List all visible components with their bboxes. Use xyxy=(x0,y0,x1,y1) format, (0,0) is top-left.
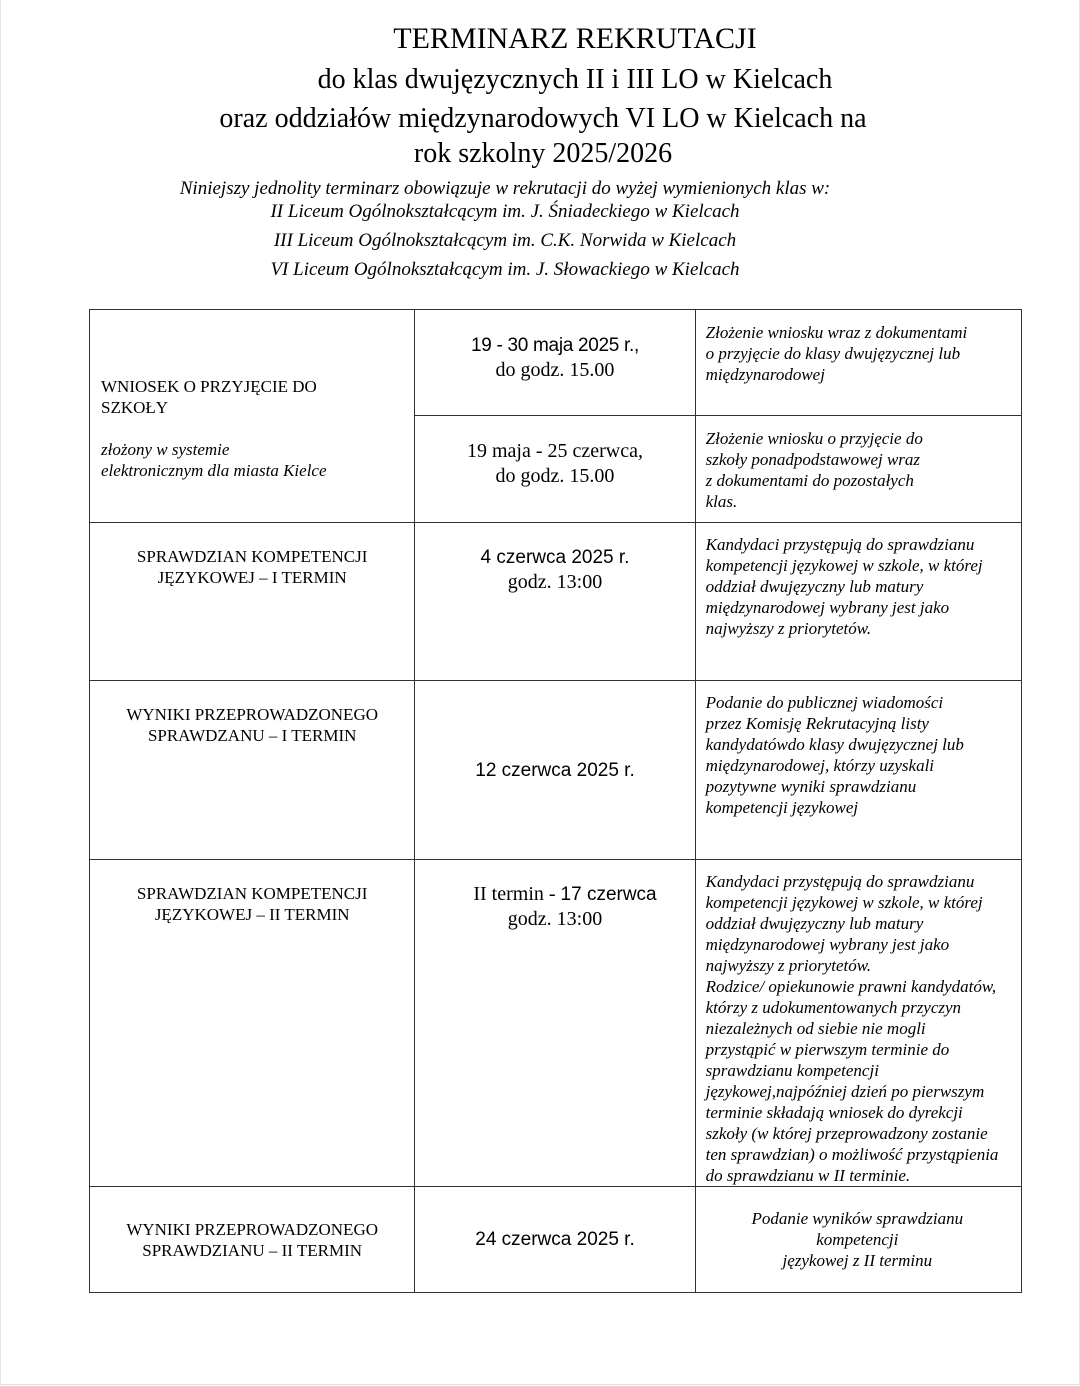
cell-description xyxy=(695,1187,1021,1293)
label-line: SZKOŁY xyxy=(101,398,169,417)
cell-date xyxy=(415,681,695,860)
desc-line: sprawdzianu kompetencji xyxy=(705,1061,879,1080)
desc-line: kompetencji językowej xyxy=(705,798,859,817)
desc-emphasis: najwyższy z priorytetów. xyxy=(705,956,872,975)
date-line: do godz. 15.00 xyxy=(495,359,615,381)
desc-emphasis: międzynarodowej xyxy=(705,756,825,775)
desc-emphasis: najwyższy z priorytetów. xyxy=(705,619,872,638)
label-line: WYNIKI PRZEPROWADZONEGO xyxy=(126,1219,378,1239)
table-row xyxy=(90,681,1022,860)
desc-emphasis: do klasy dwujęzycznej lub xyxy=(787,735,964,754)
desc-emphasis: klas. xyxy=(705,492,738,511)
label-line: JĘZYKOWEJ – I TERMIN xyxy=(157,568,347,587)
desc-emphasis: międzynarodowej xyxy=(705,365,825,384)
school-name-vi-lo: VI Liceum Ogólnokształcącym im. J. Słowackiego w Kielcach xyxy=(270,259,740,280)
date-line: godz. 13:00 xyxy=(507,908,603,930)
desc-line: Podanie wyników sprawdzianu xyxy=(751,1209,964,1228)
desc-line: przez Komisję Rekrutacyjną listy xyxy=(705,714,929,733)
document-title: TERMINARZ REKRUTACJI xyxy=(393,22,757,55)
document-subtitle-line-2: oraz oddziałów międzynarodowych VI LO w Kielcach na xyxy=(219,103,867,134)
desc-line: szkoły (w której przeprowadzony zostanie xyxy=(705,1124,988,1143)
desc-emphasis: w szkole, w której xyxy=(862,556,983,575)
date-line: 19 maja - 25 czerwca, xyxy=(466,440,643,462)
cell-application-label xyxy=(90,310,415,523)
label-line: SPRAWDZANU – I TERMIN xyxy=(147,726,357,745)
school-name-ii-lo: II Liceum Ogólnokształcącym im. J. Śniadeckiego w Kielcach xyxy=(270,201,740,222)
document-subtitle-line-1: do klas dwujęzycznych II i III LO w Kielcach xyxy=(317,64,833,95)
label-line: złożony w systemie xyxy=(101,440,230,459)
school-name-iii-lo: III Liceum Ogólnokształcącym im. C.K. Norwida w Kielcach xyxy=(273,230,737,251)
desc-line: którzy z udokumentowanych przyczyn xyxy=(705,998,962,1017)
desc-emphasis: w szkole, w której xyxy=(862,893,983,912)
date-line: II termin - xyxy=(473,883,561,905)
desc-line: kompetencji językowej xyxy=(705,893,863,912)
date-line: godz. 13:00 xyxy=(507,571,603,593)
cell-date xyxy=(415,416,695,523)
desc-emphasis: pozostałych xyxy=(833,471,914,490)
label-line: WYNIKI PRZEPROWADZONEGO xyxy=(126,705,378,724)
desc-line: Złożenie wniosku wraz z dokumentami xyxy=(705,323,968,342)
cell-date xyxy=(415,860,695,1187)
desc-line: językowej z II terminu xyxy=(782,1251,933,1270)
cell-description xyxy=(695,681,1021,860)
desc-emphasis: międzynarodowej wybrany jest jako xyxy=(705,598,950,617)
desc-line: pozytywne wyniki sprawdzianu xyxy=(705,777,917,796)
intro-text: Niniejszy jednolity terminarz obowiązuje w rekrutacji do wyżej wymienionych klas w: xyxy=(179,178,831,199)
table-row xyxy=(90,1187,1022,1293)
desc-line: kandydatów xyxy=(705,735,788,754)
label-line: SPRAWDZIAN KOMPETENCJI xyxy=(136,547,368,566)
date-line: 12 czerwca 2025 r. xyxy=(475,759,635,781)
desc-line: niezależnych od siebie nie mogli xyxy=(705,1019,926,1038)
desc-line: Rodzice/ opiekunowie prawni kandydatów, xyxy=(705,977,997,996)
label-line: JĘZYKOWEJ – xyxy=(154,905,270,924)
cell-test-2-label xyxy=(90,860,415,1187)
document-subtitle-line-3: rok szkolny 2025/2026 xyxy=(413,138,673,169)
cell-results-1-label xyxy=(90,681,415,860)
desc-line: Podanie do publicznej wiadomości xyxy=(705,693,944,712)
date-line: 24 czerwca 2025 r. xyxy=(475,1229,635,1250)
desc-line: ten sprawdzian) o możliwość przystąpienia xyxy=(705,1145,999,1164)
desc-line: Złożenie wniosku o przyjęcie do xyxy=(705,429,923,448)
desc-emphasis: międzynarodowej wybrany jest jako xyxy=(705,935,950,954)
desc-line: kompetencji językowej xyxy=(705,556,863,575)
desc-emphasis: oddział dwujęzyczny lub matury xyxy=(705,914,924,933)
cell-date xyxy=(415,310,695,416)
desc-line: o przyjęcie do xyxy=(705,344,806,363)
desc-line: terminie składają wniosek do dyrekcji xyxy=(705,1103,963,1122)
desc-line: szkoły ponadpodstawowej wraz xyxy=(705,450,921,469)
table-row xyxy=(90,523,1022,681)
cell-description xyxy=(695,860,1021,1187)
desc-emphasis: klasy dwujęzycznej lub xyxy=(805,344,961,363)
label-line: SPRAWDZIANU – xyxy=(142,1240,282,1260)
cell-date xyxy=(415,523,695,681)
label-line: elektronicznym dla miasta Kielce xyxy=(101,461,327,480)
cell-description xyxy=(695,523,1021,681)
desc-line: językowej,najpóźniej dzień po pierwszym xyxy=(705,1082,985,1101)
table-row xyxy=(90,860,1022,1187)
cell-results-2-label xyxy=(90,1187,415,1293)
label-emphasis: II TERMIN xyxy=(281,1240,363,1260)
desc-line: , którzy uzyskali xyxy=(824,756,935,775)
cell-description xyxy=(695,310,1021,416)
date-line: 19 - 30 maja 2025 r., xyxy=(471,335,639,356)
label-line: SPRAWDZIAN KOMPETENCJI xyxy=(136,884,368,903)
cell-test-1-label xyxy=(90,523,415,681)
date-line: 4 czerwca 2025 r. xyxy=(480,547,630,568)
cell-date xyxy=(415,1187,695,1293)
label-emphasis: II TERMIN xyxy=(269,905,350,924)
desc-line: Kandydaci przystępują do sprawdzianu xyxy=(705,535,975,554)
desc-line: przystąpić w pierwszym terminie do xyxy=(705,1040,950,1059)
date-line: do godz. 15.00 xyxy=(495,465,615,487)
cell-description xyxy=(695,416,1021,523)
desc-line: Kandydaci przystępują do sprawdzianu xyxy=(705,872,975,891)
desc-line: kompetencji xyxy=(816,1230,899,1249)
desc-line: z dokumentami do xyxy=(705,471,834,490)
schedule-table xyxy=(89,309,1022,1293)
desc-line: do sprawdzianu w II terminie. xyxy=(705,1166,911,1185)
date-emphasis: 17 czerwca xyxy=(560,884,657,905)
table-row xyxy=(90,310,1022,416)
label-line: WNIOSEK O PRZYJĘCIE DO xyxy=(101,377,317,396)
desc-emphasis: oddział dwujęzyczny lub matury xyxy=(705,577,924,596)
